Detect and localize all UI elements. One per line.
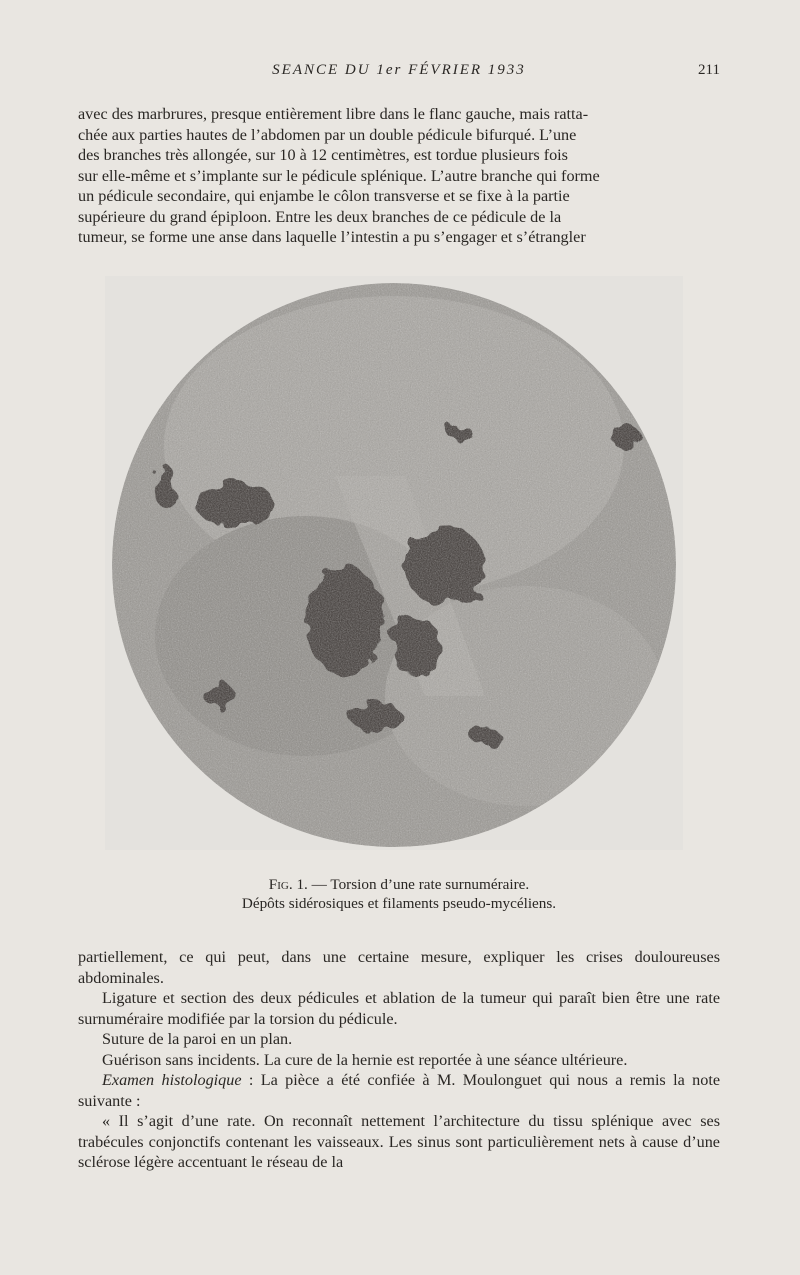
paragraph: Guérison sans incidents. La cure de la hernie est reportée à une séance ultérieure. (102, 1050, 628, 1069)
figure-caption (78, 875, 720, 894)
micrograph-image (105, 276, 683, 850)
figure-label: Fig. 1. (268, 876, 308, 893)
bottom-text (78, 947, 720, 1173)
text-line: des branches très allongée, sur 10 à 12 centimètres, est tordue plusieurs fois (78, 146, 568, 164)
micrograph-figure (105, 276, 683, 850)
section-heading-italic: Examen histologique (102, 1071, 242, 1089)
text-line: sur elle-même et s’implante sur le pédicule splénique. L’autre branche qui forme (78, 166, 600, 185)
top-paragraph (78, 104, 720, 248)
text-line: supérieure du grand épiploon. Entre les deux branches de ce pédicule de la (78, 207, 562, 226)
paragraph: Ligature et section des deux pédicules et ablation de la tumeur qui paraît bien être une rate surnuméraire modifiée par la torsion du pédicule. (78, 989, 720, 1028)
paragraph: Suture de la paroi en un plan. (102, 1030, 293, 1048)
figure-caption-subtitle: Dépôts sidérosiques et filaments pseudo-mycéliens. (241, 895, 557, 912)
text-line: un pédicule secondaire, qui enjambe le côlon transverse et se fixe à la partie (78, 187, 570, 205)
text-line: tumeur, se forme une anse dans laquelle l’intestin a pu s’engager et s’étrangler (78, 228, 586, 246)
paragraph-text: : La pièce a été confiée à M. Moulonguet qui nous a remis la note suivante : (78, 1071, 721, 1110)
page-header (78, 62, 720, 84)
text-line: avec des marbrures, presque entièrement libre dans le flanc gauche, mais ratta- (78, 105, 589, 123)
figure-caption-title: — Torsion d’une rate surnuméraire. (307, 876, 530, 893)
text-line: chée aux parties hautes de l’abdomen par un double pédicule bifurqué. L’une (78, 125, 577, 144)
paragraph: partiellement, ce qui peut, dans une certaine mesure, expliquer les crises douloureuses abdominales. (78, 948, 720, 987)
paragraph: « Il s’agit d’une rate. On reconnaît nettement l’architecture du tissu splénique avec ses trabécules conjonctifs contenant les vaisseaux. Les sinus sont particulièrement nets à cause d’une sclérose légère accentuant le réseau de la (78, 1112, 720, 1171)
paragraph (78, 1070, 720, 1111)
running-title: SEANCE DU 1er FÉVRIER 1933 (272, 62, 526, 78)
page-number: 211 (698, 62, 720, 78)
